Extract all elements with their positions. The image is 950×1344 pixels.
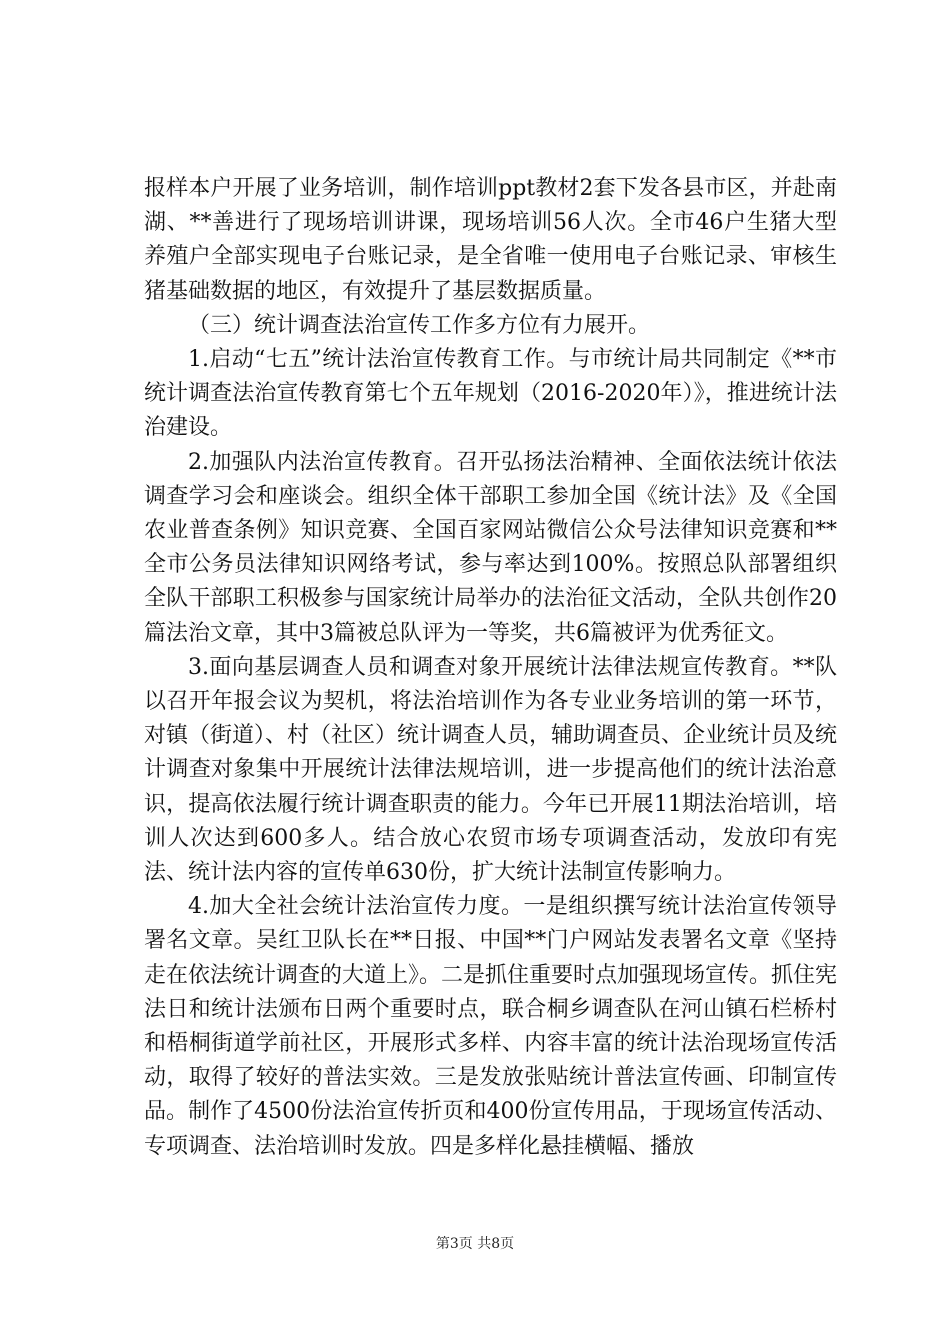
page-number-footer: 第3页 共8页	[435, 1236, 515, 1252]
paragraph-continued: 报样本户开展了业务培训，制作培训ppt教材2套下发各县市区，并赴南湖、**善进行了现场培训讲课，现场培训56人次。全市46户生猪大型养殖户全部实现电子台账记录，是全省唯一使用电子台账记录、审核生猪基础数据的地区，有效提升了基层数据质量。	[144, 176, 837, 304]
section-heading-3: （三）统计调查法治宣传工作多方位有力展开。	[188, 312, 651, 338]
document-body	[144, 172, 837, 1164]
paragraph-item-2: 2.加强队内法治宣传教育。召开弘扬法治精神、全面依法统计依法调查学习会和座谈会。组织全体干部职工参加全国《统计法》及《全国农业普查条例》知识竞赛、全国百家网站微信公众号法律知识竞赛和**全市公务员法律知识网络考试，参与率达到100%。按照总队部署组织全队干部职工积极参与国家统计局举办的法治征文活动，全队共创作20篇法治文章，其中3篇被总队评为一等奖，共6篇被评为优秀征文。	[144, 449, 837, 646]
paragraph-item-3: 3.面向基层调查人员和调查对象开展统计法律法规宣传教育。**队以召开年报会议为契机，将法治培训作为各专业业务培训的第一环节，对镇（街道）、村（社区）统计调查人员，辅助调查员、企业统计员及统计调查对象集中开展统计法律法规培训，进一步提高他们的统计法治意识，提高依法履行统计调查职责的能力。今年已开展11期法治培训，培训人次达到600多人。结合放心农贸市场专项调查活动，发放印有宪法、统计法内容的宣传单630份，扩大统计法制宣传影响力。	[144, 654, 838, 886]
paragraph-item-1: 1.启动“七五”统计法治宣传教育工作。与市统计局共同制定《**市统计调查法治宣传教育第七个五年规划（2016-2020年）》，推进统计法治建设。	[144, 347, 837, 441]
paragraph-item-4: 4.加大全社会统计法治宣传力度。一是组织撰写统计法治宣传领导署名文章。吴红卫队长在**日报、中国**门户网站发表署名文章《坚持走在依法统计调查的大道上》。二是抓住重要时点加强现场宣传。抓住宪法日和统计法颁布日两个重要时点，联合桐乡调查队在河山镇石栏桥村和梧桐街道学前社区，开展形式多样、内容丰富的统计法治现场宣传活动，取得了较好的普法实效。三是发放张贴统计普法宣传画、印制宣传品。制作了4500份法治宣传折页和400份宣传用品，于现场宣传活动、专项调查、法治培训时发放。四是多样化悬挂横幅、播放	[144, 894, 838, 1159]
